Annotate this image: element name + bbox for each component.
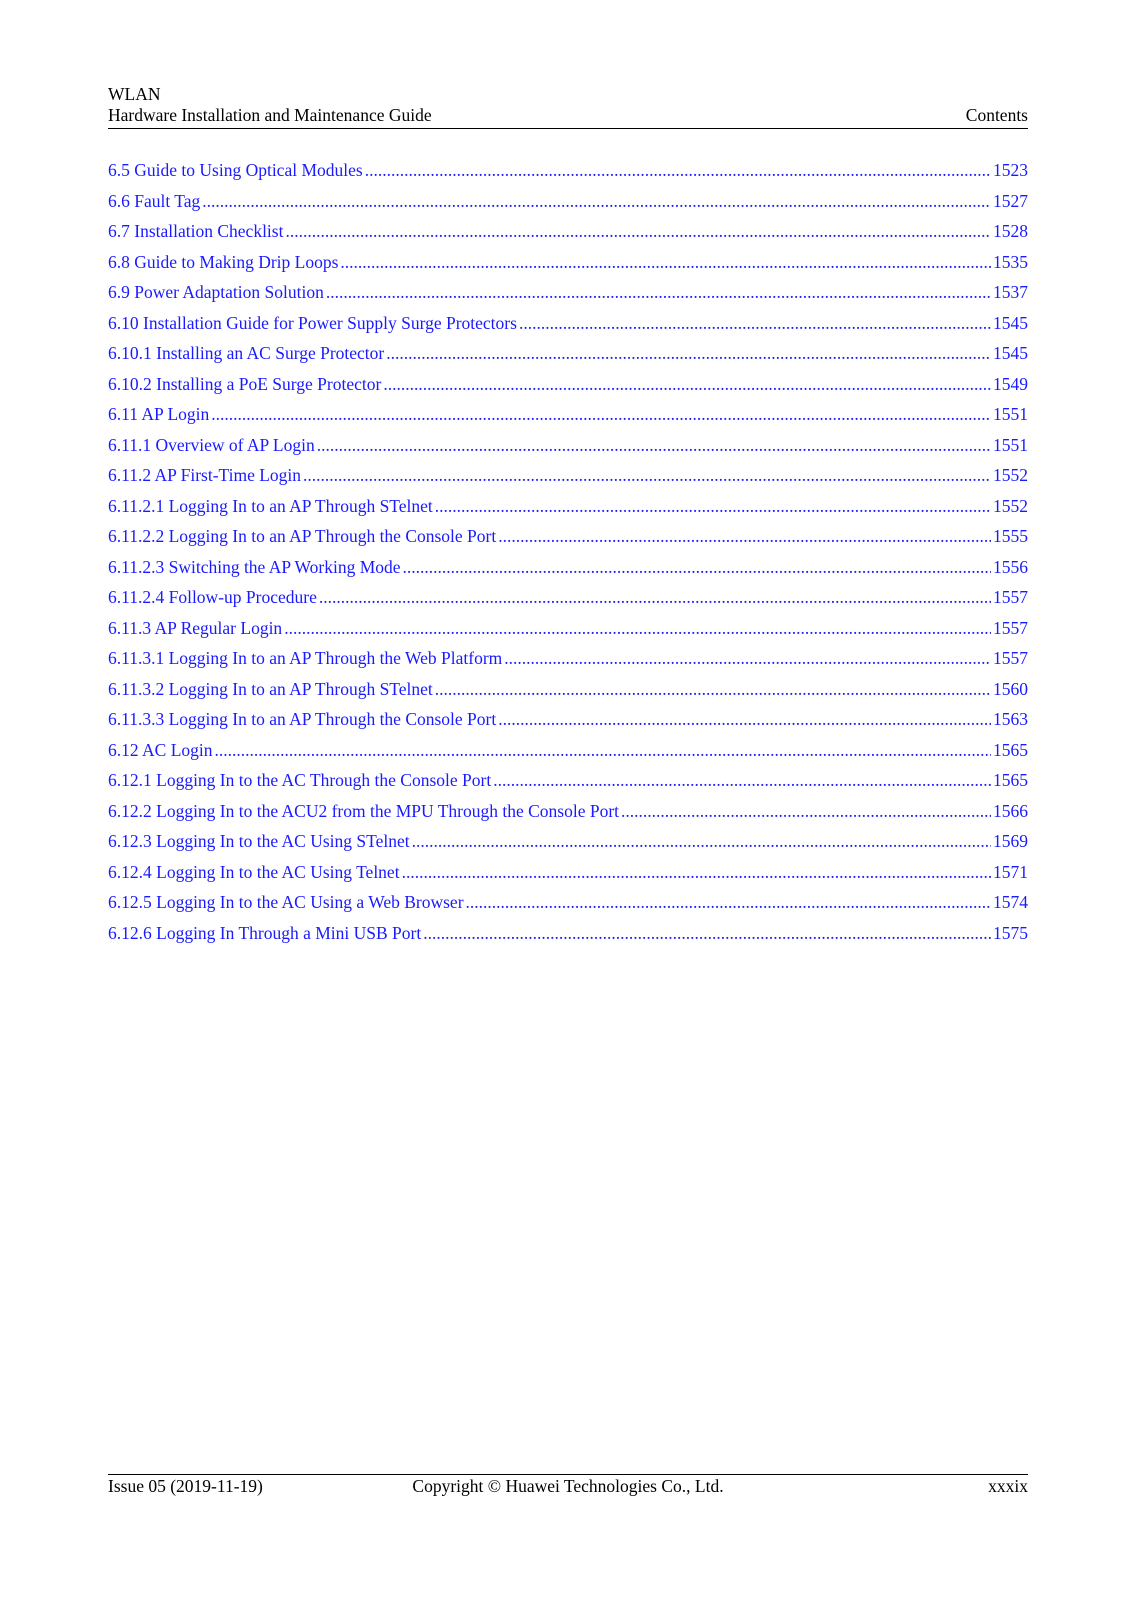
toc-dot-leader — [435, 679, 991, 700]
toc-entry[interactable] — [108, 313, 1028, 344]
toc-entry[interactable] — [108, 770, 1028, 801]
toc-entry-title: 6.12.1 Logging In to the AC Through the Console Port — [108, 770, 492, 790]
toc-entry-title: 6.11.3.1 Logging In to an AP Through the Web Platform — [108, 648, 503, 668]
toc-entry[interactable] — [108, 465, 1028, 496]
header-section: Contents — [965, 105, 1028, 125]
toc-entry-title: 6.12.5 Logging In to the AC Using a Web Browser — [108, 892, 464, 912]
toc-dot-leader — [423, 923, 991, 944]
header-row — [108, 105, 1028, 126]
toc-entry-page: 1537 — [993, 282, 1028, 302]
toc-dot-leader — [211, 404, 991, 425]
toc-entry-page: 1555 — [993, 526, 1028, 546]
toc-entry[interactable] — [108, 648, 1028, 679]
toc-entry[interactable] — [108, 191, 1028, 222]
toc-entry-title: 6.10.1 Installing an AC Surge Protector — [108, 343, 385, 363]
toc-entry-page: 1552 — [993, 465, 1028, 485]
toc-entry-page: 1574 — [993, 892, 1028, 912]
toc-dot-leader — [403, 557, 991, 578]
toc-entry-title: 6.12.3 Logging In to the AC Using STelnet — [108, 831, 410, 851]
toc-entry-title: 6.9 Power Adaptation Solution — [108, 282, 324, 302]
toc-dot-leader — [435, 496, 991, 517]
toc-dot-leader — [386, 343, 991, 364]
toc-entry[interactable] — [108, 892, 1028, 923]
toc-entry-page: 1560 — [993, 678, 1028, 699]
toc-dot-leader — [317, 435, 991, 456]
toc-entry-title: 6.12.4 Logging In to the AC Using Telnet — [108, 861, 400, 882]
toc-entry-page: 1528 — [993, 221, 1028, 241]
toc-entry[interactable] — [108, 679, 1028, 710]
toc-entry[interactable] — [108, 618, 1028, 649]
toc-dot-leader — [412, 831, 991, 852]
toc-dot-leader — [285, 221, 991, 242]
toc-dot-leader — [215, 740, 991, 761]
toc-entry[interactable] — [108, 496, 1028, 527]
toc-entry-title: 6.12.6 Logging In Through a Mini USB Port — [108, 922, 422, 943]
toc-entry-title: 6.11.2.4 Follow-up Procedure — [108, 587, 317, 607]
toc-entry[interactable] — [108, 923, 1028, 954]
toc-entry[interactable] — [108, 160, 1028, 191]
toc-dot-leader — [202, 191, 991, 212]
toc-entry-page: 1575 — [993, 922, 1028, 943]
toc-entry[interactable] — [108, 740, 1028, 771]
toc-dot-leader — [519, 313, 991, 334]
footer-divider — [108, 1474, 1028, 1475]
toc-entry-title: 6.7 Installation Checklist — [108, 221, 284, 241]
toc-entry-page: 1565 — [993, 770, 1028, 790]
toc-entry[interactable] — [108, 831, 1028, 862]
footer-issue: Issue 05 (2019-11-19) — [108, 1476, 263, 1496]
toc-dot-leader — [303, 465, 991, 486]
toc-entry[interactable] — [108, 282, 1028, 313]
toc-entry[interactable] — [108, 557, 1028, 588]
toc-entry[interactable] — [108, 862, 1028, 893]
toc-entry[interactable] — [108, 374, 1028, 405]
toc-dot-leader — [340, 252, 991, 273]
toc-entry[interactable] — [108, 343, 1028, 374]
toc-entry-page: 1569 — [993, 831, 1028, 851]
toc-entry-page: 1545 — [993, 312, 1028, 333]
toc-entry[interactable] — [108, 801, 1028, 832]
toc-dot-leader — [466, 892, 991, 913]
toc-entry-title: 6.11.2.1 Logging In to an AP Through STelnet — [108, 495, 433, 516]
toc-dot-leader — [504, 648, 991, 669]
footer-page-number: xxxix — [988, 1476, 1028, 1496]
toc-entry-title: 6.12.2 Logging In to the ACU2 from the MPU Through the Console Port — [108, 800, 620, 821]
page-footer — [108, 1476, 1028, 1497]
toc-entry-title: 6.11.2.3 Switching the AP Working Mode — [108, 556, 401, 577]
toc-entry-page: 1571 — [993, 861, 1028, 882]
toc-dot-leader — [498, 526, 991, 547]
toc-entry[interactable] — [108, 221, 1028, 252]
toc-entry[interactable] — [108, 526, 1028, 557]
toc-entry-title: 6.11.2 AP First-Time Login — [108, 465, 302, 485]
toc-entry-page: 1527 — [993, 190, 1028, 211]
toc-entry-title: 6.12 AC Login — [108, 739, 213, 760]
toc-entry[interactable] — [108, 404, 1028, 435]
toc-entry-page: 1535 — [993, 251, 1028, 272]
toc-entry-title: 6.6 Fault Tag — [108, 190, 201, 211]
toc-dot-leader — [493, 770, 991, 791]
toc-dot-leader — [284, 618, 991, 639]
toc-entry-title: 6.10 Installation Guide for Power Supply Surge Protectors — [108, 312, 517, 333]
toc-entry-page: 1549 — [993, 373, 1028, 394]
toc-entry[interactable] — [108, 587, 1028, 618]
toc-entry-title: 6.10.2 Installing a PoE Surge Protector — [108, 373, 382, 394]
toc-dot-leader — [319, 587, 991, 608]
toc-entry-page: 1556 — [993, 556, 1028, 577]
toc-entry-page: 1566 — [993, 800, 1028, 821]
header-product: WLAN — [108, 84, 161, 104]
toc-entry[interactable] — [108, 709, 1028, 740]
toc-entry-page: 1552 — [993, 495, 1028, 516]
toc-entry-page: 1545 — [993, 343, 1028, 363]
toc-entry-title: 6.11.3 AP Regular Login — [108, 617, 283, 638]
toc-entry-page: 1557 — [993, 648, 1028, 668]
toc-entry-title: 6.11.3.3 Logging In to an AP Through the Console Port — [108, 709, 497, 729]
footer-copyright: Copyright © Huawei Technologies Co., Ltd. — [412, 1476, 724, 1496]
toc-entry-page: 1557 — [993, 617, 1028, 638]
toc-entry[interactable] — [108, 435, 1028, 466]
toc-dot-leader — [326, 282, 991, 303]
table-of-contents — [108, 160, 1028, 953]
toc-dot-leader — [621, 801, 991, 822]
toc-entry-title: 6.11.1 Overview of AP Login — [108, 434, 315, 455]
toc-dot-leader — [383, 374, 991, 395]
toc-dot-leader — [365, 160, 991, 181]
toc-entry-title: 6.11 AP Login — [108, 404, 210, 424]
toc-entry-page: 1523 — [993, 160, 1028, 180]
toc-entry-page: 1565 — [993, 739, 1028, 760]
page-header — [108, 84, 1028, 126]
toc-entry-title: 6.8 Guide to Making Drip Loops — [108, 251, 339, 272]
toc-entry-title: 6.11.2.2 Logging In to an AP Through the Console Port — [108, 526, 497, 546]
toc-entry-title: 6.11.3.2 Logging In to an AP Through STelnet — [108, 678, 433, 699]
toc-entry-page: 1557 — [993, 587, 1028, 607]
header-document-title: Hardware Installation and Maintenance Guide — [108, 105, 432, 125]
toc-entry-title: 6.5 Guide to Using Optical Modules — [108, 160, 363, 180]
toc-dot-leader — [402, 862, 991, 883]
toc-entry-page: 1563 — [993, 709, 1028, 729]
toc-entry-page: 1551 — [993, 434, 1028, 455]
header-divider — [108, 128, 1028, 129]
toc-entry[interactable] — [108, 252, 1028, 283]
toc-entry-page: 1551 — [993, 404, 1028, 424]
toc-dot-leader — [498, 709, 991, 730]
